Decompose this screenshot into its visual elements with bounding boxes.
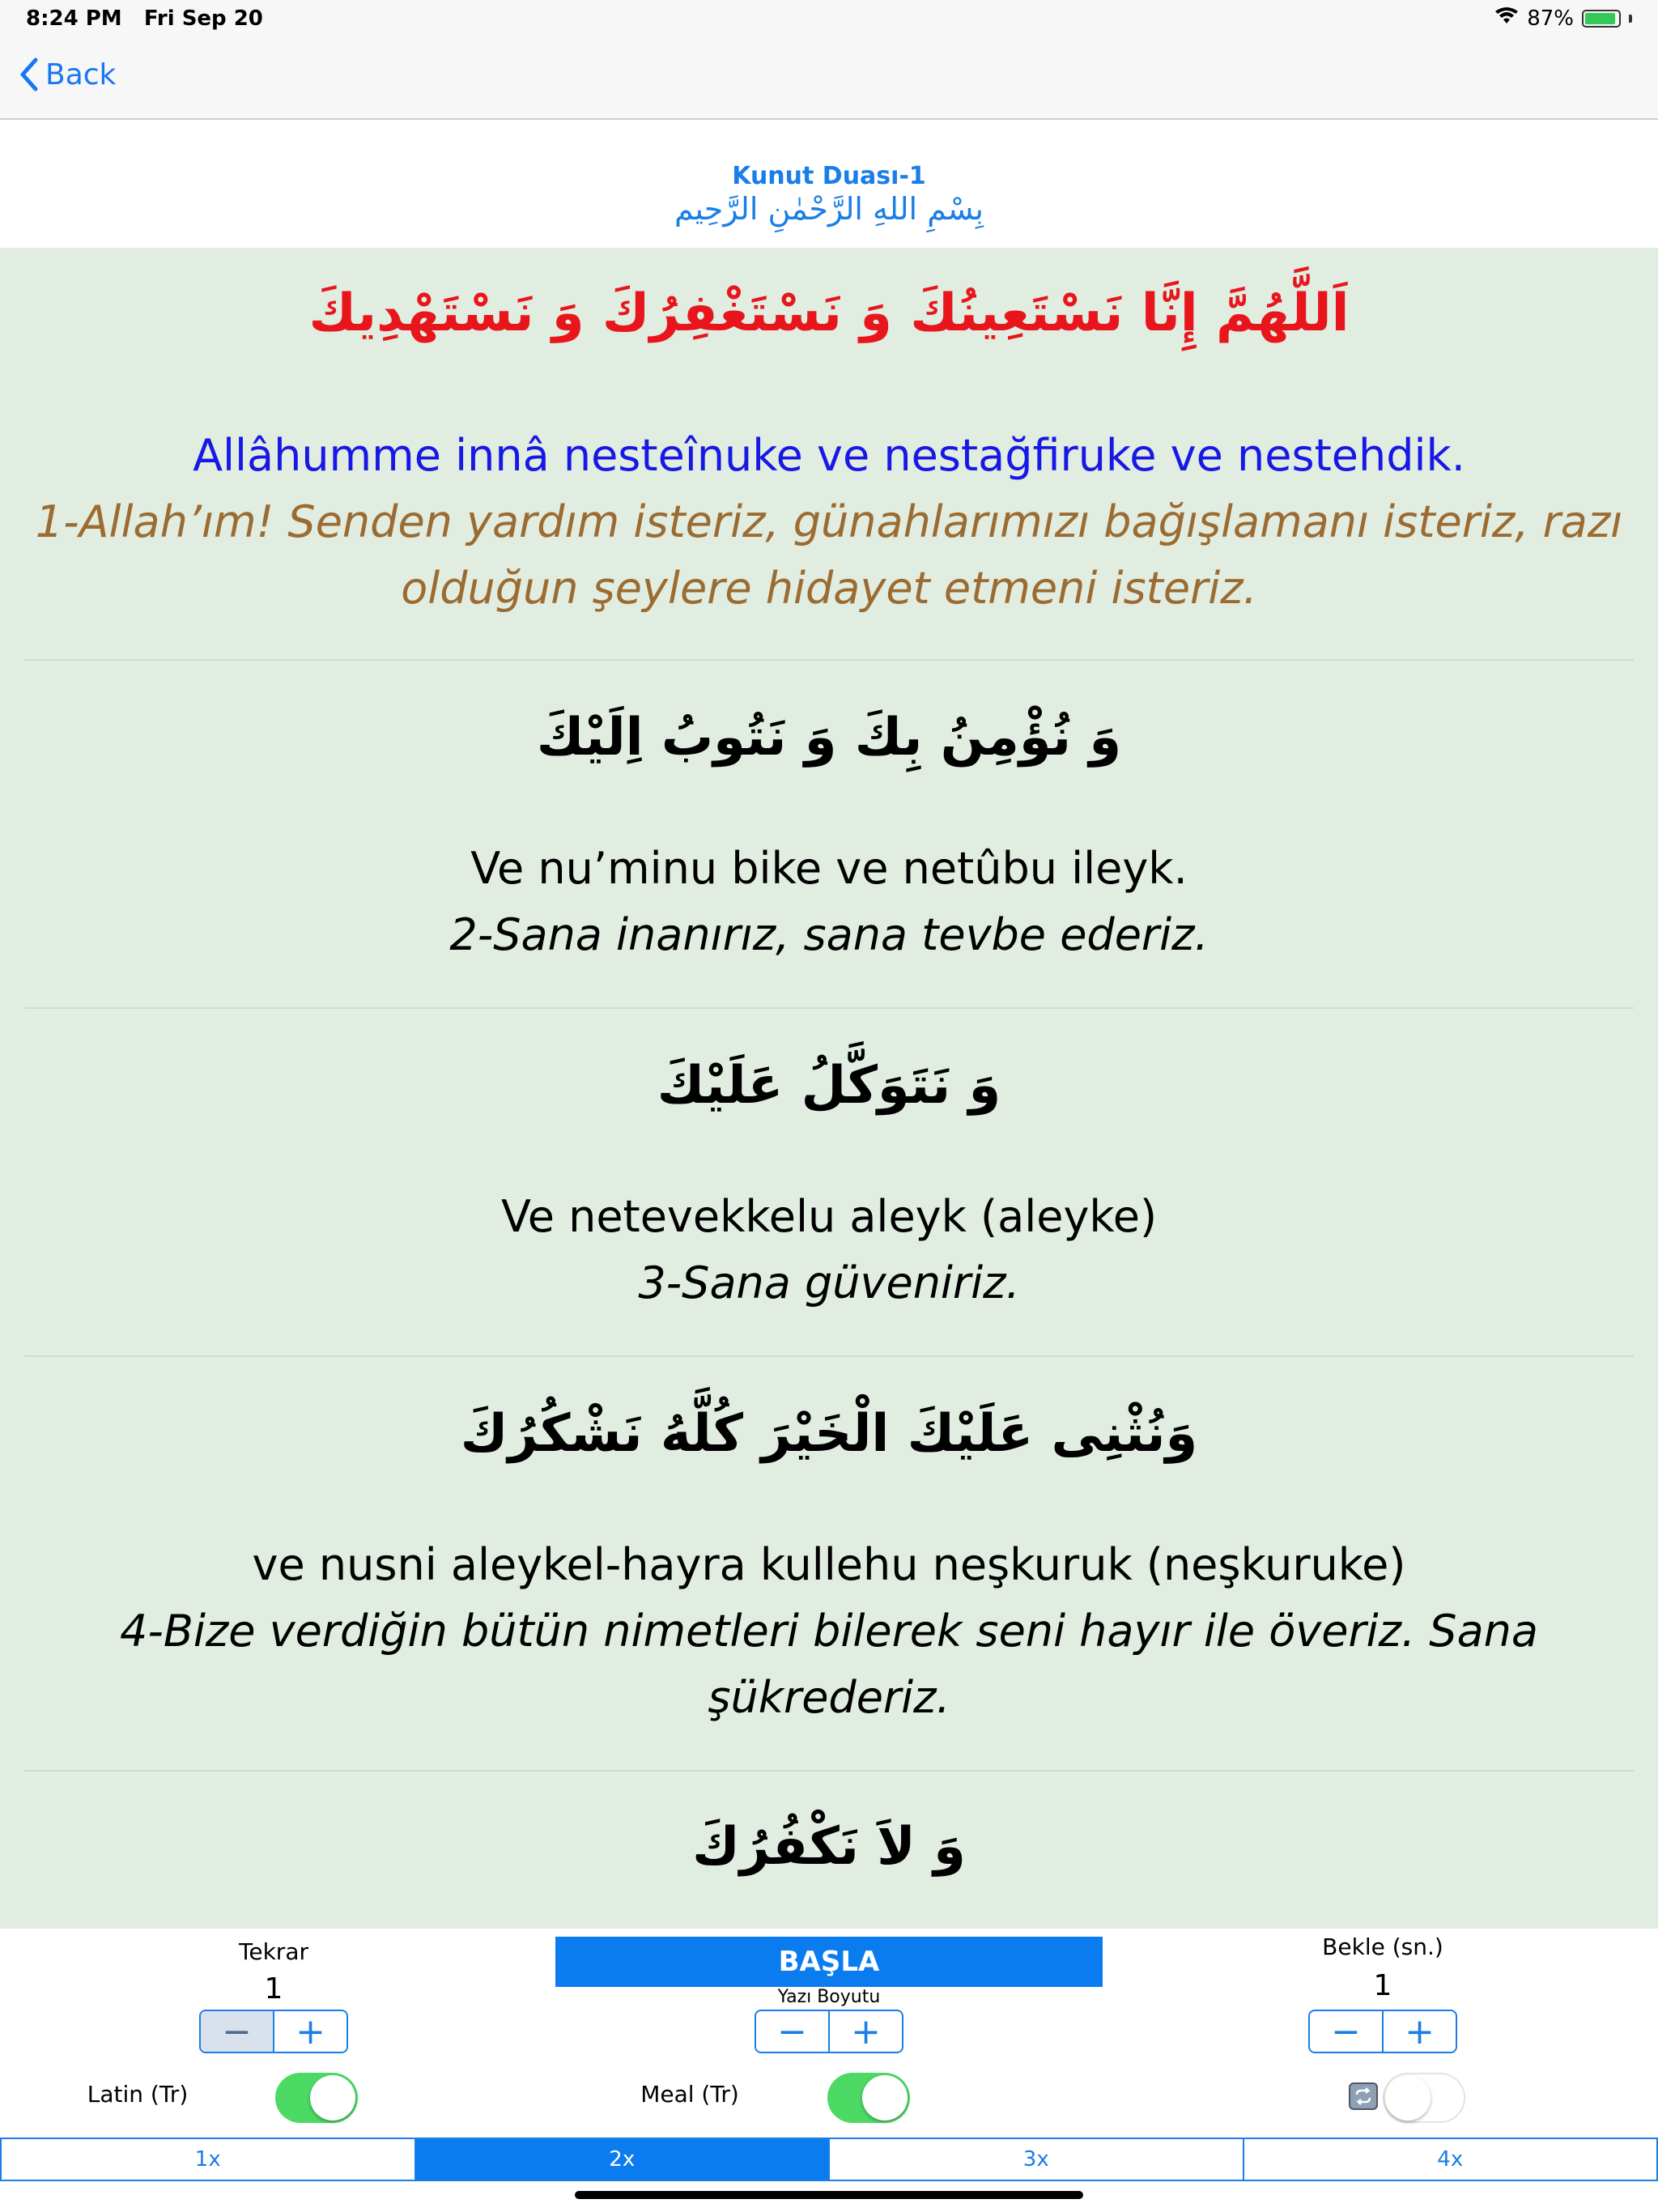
verse-meal: 1-Allah’ım! Senden yardım isteriz, günahlarımızı bağışlamanı isteriz, razı olduğun şeylere hidayet etmeni isteriz. — [35, 496, 1623, 614]
loop-toggle[interactable] — [1383, 2073, 1465, 2123]
home-indicator[interactable] — [575, 2191, 1083, 2199]
verse-arabic: وَ نُؤْمِنُ بِكَ وَ نَتُوبُ اِلَيْكَ — [536, 708, 1122, 768]
status-time: 8:24 PM Fri Sep 20 — [26, 6, 263, 31]
navigation-bar — [0, 39, 1658, 120]
repeat-label: Tekrar — [239, 1938, 308, 1965]
battery-icon — [1582, 10, 1621, 28]
latin-toggle[interactable] — [275, 2073, 358, 2123]
verse-latin: Allâhumme innâ nesteînuke ve nestağfiruke ve nestehdik. — [193, 430, 1465, 481]
font-size-label: Yazı Boyutu — [777, 1987, 881, 2007]
status-right — [1494, 6, 1632, 31]
repeat-icon — [1349, 2082, 1378, 2110]
verse-arabic: اَللَّهُمَّ إِنَّا نَسْتَعِينُكَ وَ نَسْتَغْفِرُكَ وَ نَسْتَهْدِيكَ — [308, 283, 1350, 343]
verse-1-text — [24, 423, 1634, 622]
verse-meal: 4-Bize verdiğin bütün nimetleri bilerek seni hayır ile överiz. Sana şükrederiz. — [120, 1606, 1538, 1723]
back-label: Back — [45, 57, 117, 91]
divider — [24, 1355, 1634, 1357]
verse-3-text — [24, 1184, 1634, 1317]
verse-2-text — [24, 836, 1634, 968]
meal-toggle-label: Meal (Tr) — [640, 2081, 739, 2108]
header — [0, 120, 1658, 248]
verse-arabic: وَ لاَ نَكْفُرُكَ — [692, 1817, 966, 1877]
wait-label: Bekle (sn.) — [1322, 1933, 1443, 1960]
speed-2x[interactable]: 2x — [416, 2139, 831, 2180]
verse-latin: Ve nu’minu bike ve netûbu ileyk. — [470, 843, 1188, 894]
page-title: Kunut Duası-1 — [732, 162, 926, 190]
divider — [24, 1770, 1634, 1772]
verse-5[interactable] — [24, 1817, 1634, 1877]
bismillah: بِسْمِ اللهِ الرَّحْمٰنِ الرَّحِيم — [674, 191, 984, 227]
font-size-stepper[interactable] — [755, 2010, 903, 2053]
chevron-left-icon — [18, 57, 39, 92]
divider — [24, 1007, 1634, 1009]
verse-2[interactable] — [24, 708, 1634, 768]
wait-decrement-button[interactable]: − — [1331, 2010, 1361, 2052]
verse-meal: 2-Sana inanırız, sana tevbe ederiz. — [449, 909, 1209, 960]
controls-panel — [0, 1929, 1658, 2212]
verse-1[interactable] — [24, 283, 1634, 343]
verse-4-text — [24, 1532, 1634, 1731]
verse-arabic: وَنُثْنِى عَلَيْكَ الْخَيْرَ كُلَّهُ نَشْكُرُكَ — [460, 1404, 1198, 1464]
battery-percent: 87% — [1527, 6, 1574, 31]
meal-toggle[interactable] — [827, 2073, 910, 2123]
verse-latin: Ve netevekkelu aleyk (aleyke) — [500, 1191, 1158, 1242]
divider — [24, 659, 1634, 661]
font-size-decrement-button[interactable]: − — [777, 2010, 807, 2052]
repeat-value: 1 — [264, 1972, 283, 2006]
verse-meal: 3-Sana güveniriz. — [638, 1257, 1020, 1308]
verse-latin: ve nusni aleykel-hayra kullehu neşkuruk (neşkuruke) — [252, 1539, 1406, 1590]
wait-value: 1 — [1373, 1969, 1392, 2002]
wait-increment-button[interactable]: + — [1382, 2011, 1456, 2052]
latin-toggle-label: Latin (Tr) — [87, 2081, 189, 2108]
speed-3x[interactable]: 3x — [830, 2139, 1244, 2180]
verse-3[interactable] — [24, 1056, 1634, 1116]
speed-1x[interactable]: 1x — [2, 2139, 416, 2180]
verse-arabic: وَ نَتَوَكَّلُ عَلَيْكَ — [657, 1056, 1001, 1116]
wait-stepper[interactable] — [1308, 2010, 1457, 2053]
speed-4x[interactable]: 4x — [1437, 2147, 1464, 2172]
wifi-icon — [1494, 6, 1519, 31]
back-button[interactable] — [18, 57, 116, 92]
repeat-decrement-button[interactable]: − — [201, 2011, 274, 2052]
verse-list[interactable] — [0, 248, 1658, 1929]
font-size-increment-button[interactable]: + — [828, 2011, 902, 2052]
status-bar — [0, 0, 1658, 39]
verse-4[interactable] — [24, 1404, 1634, 1464]
repeat-increment-button[interactable]: + — [295, 2010, 325, 2052]
status-date: Fri Sep 20 — [143, 6, 263, 31]
start-button[interactable]: BAŞLA — [555, 1937, 1103, 1987]
speed-segmented-control[interactable] — [0, 2138, 1658, 2181]
repeat-stepper[interactable] — [199, 2010, 348, 2053]
